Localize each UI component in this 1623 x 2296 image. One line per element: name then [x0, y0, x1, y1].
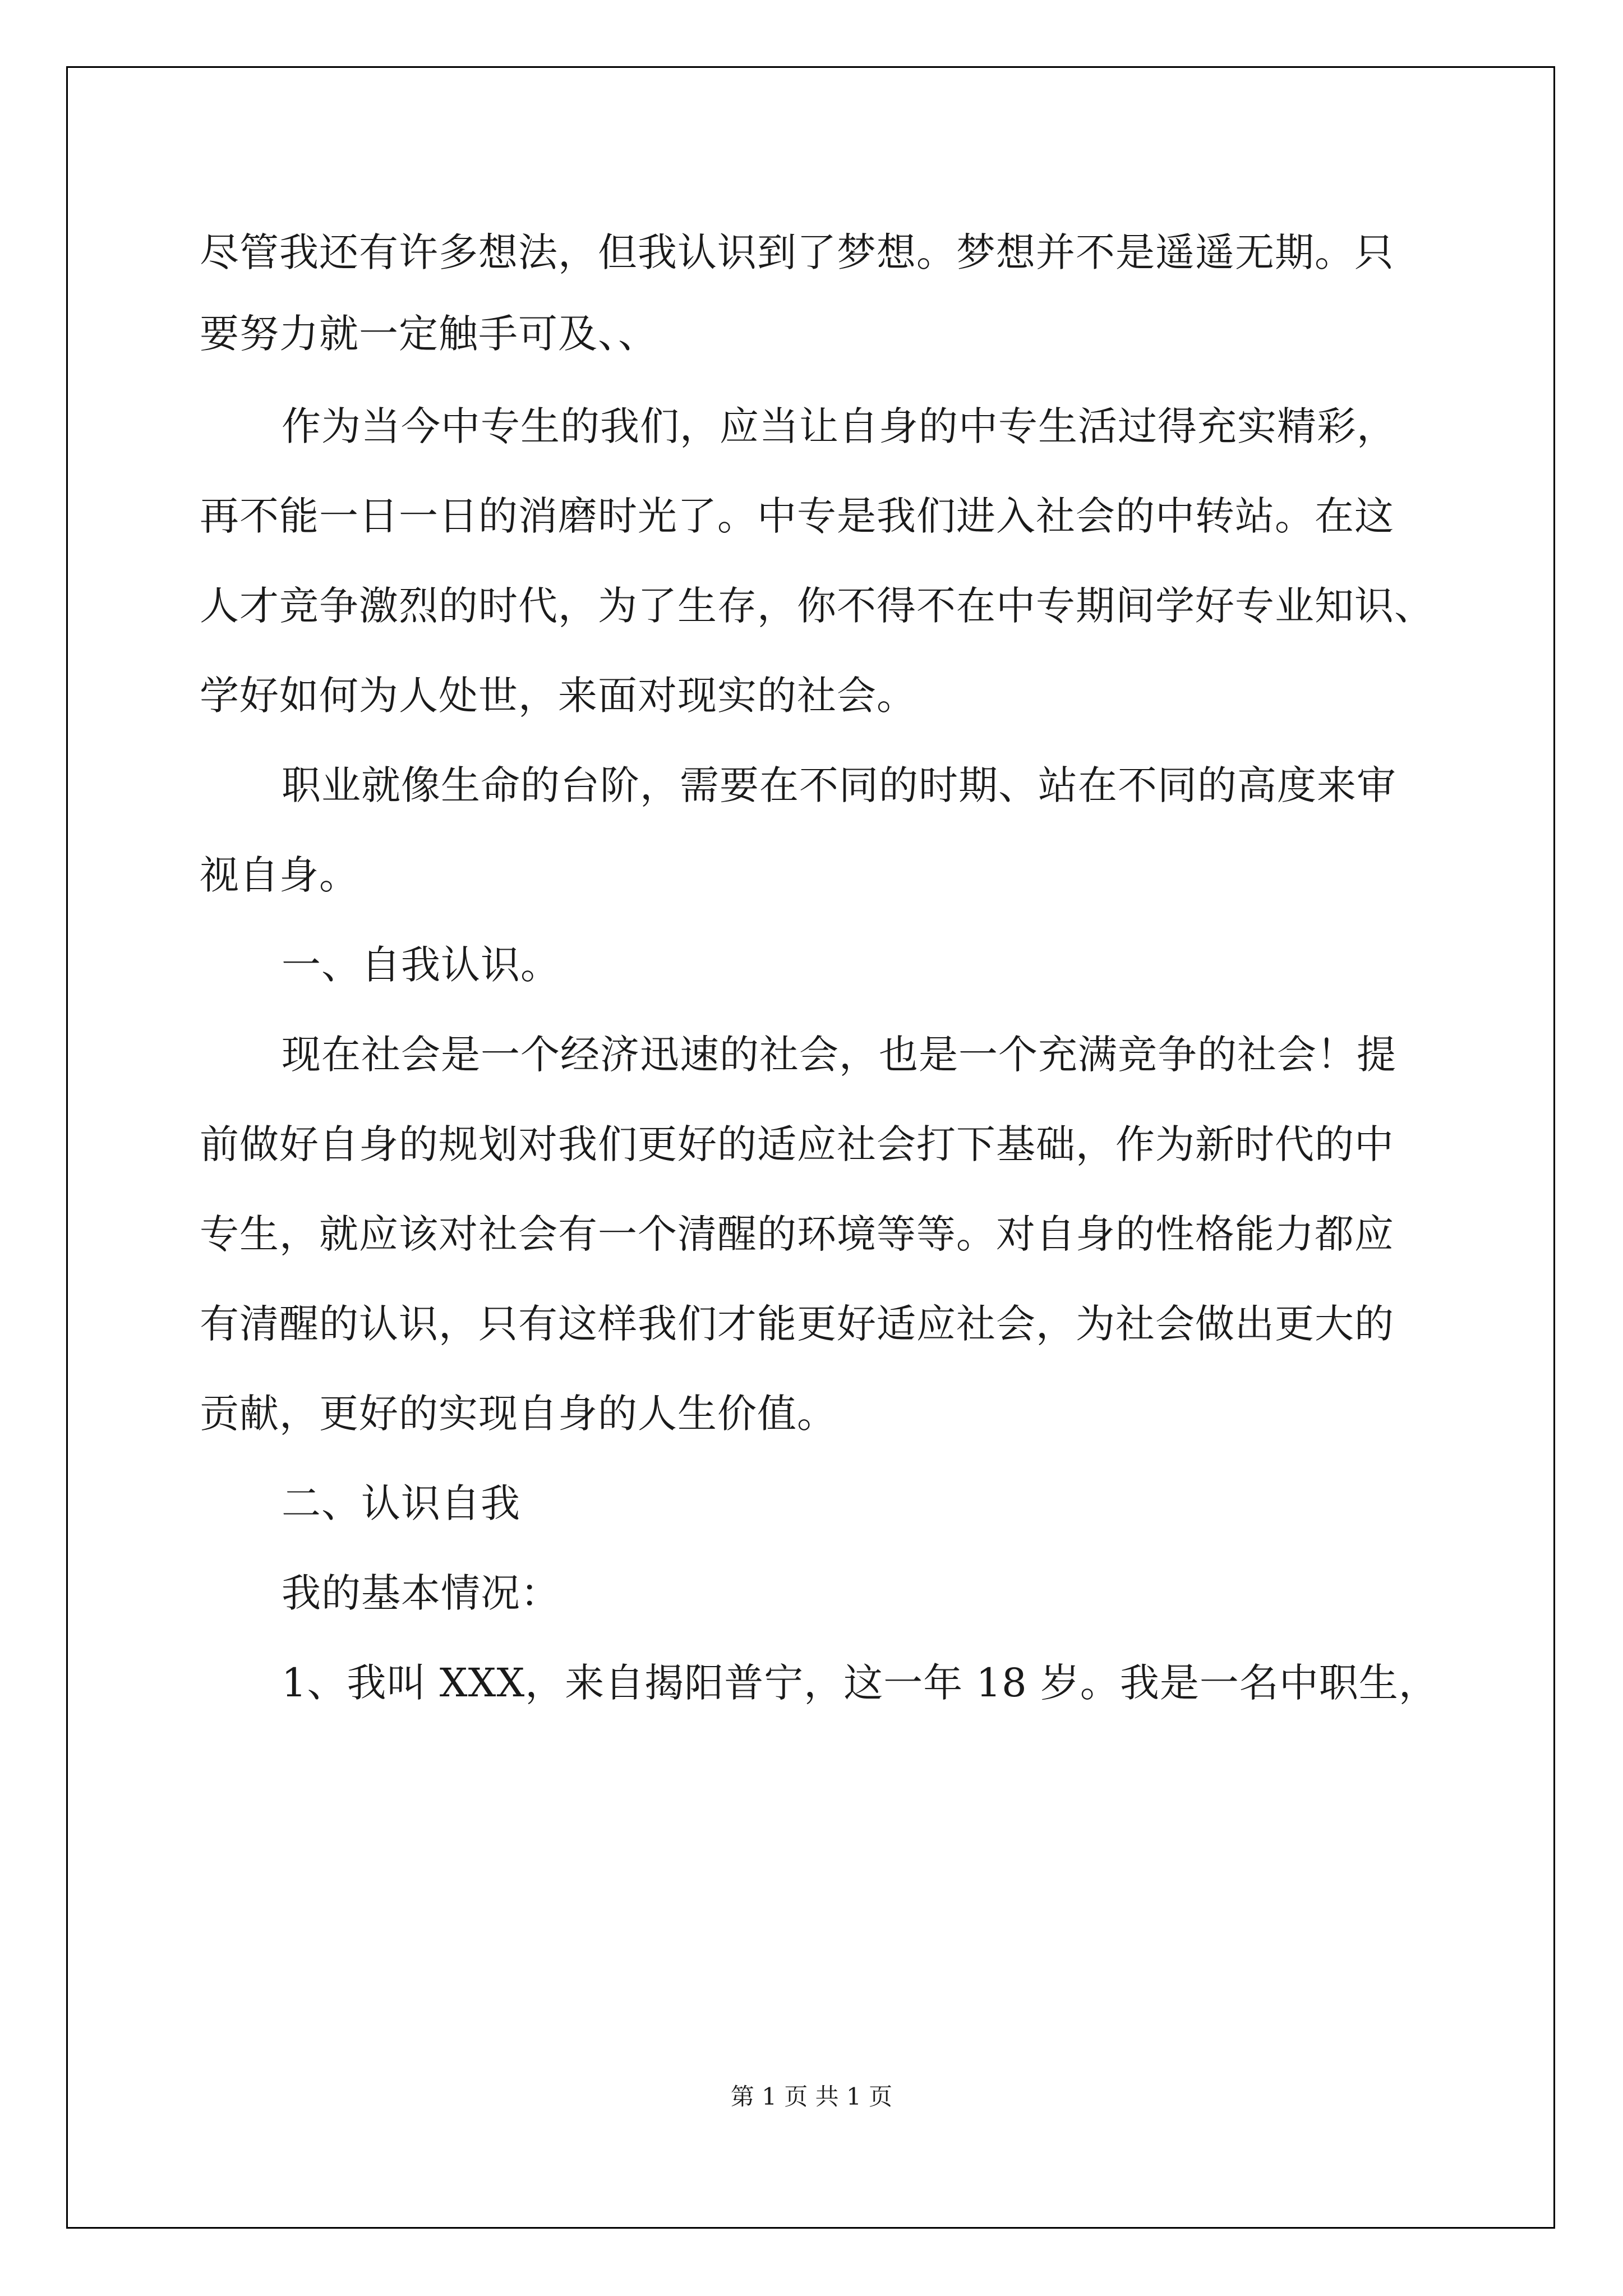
paragraph-4-line-5: 贡献，更好的实现自身的人生价值。	[200, 1391, 837, 1437]
paragraph-3-line-2: 视自身。	[200, 852, 359, 898]
paragraph-4-line-2: 前做好自身的规划对我们更好的适应社会打下基础，作为新时代的中	[200, 1121, 1394, 1167]
paragraph-2-line-1: 作为当今中专生的我们，应当让自身的中专生活过得充实精彩，	[282, 403, 1396, 449]
paragraph-1-line-2: 要努力就一定触手可及、、	[200, 311, 658, 357]
paragraph-2-line-4: 学好如何为人处世，来面对现实的社会。	[200, 673, 916, 719]
paragraph-4-line-4: 有清醒的认识，只有这样我们才能更好适应社会，为社会做出更大的	[200, 1301, 1394, 1347]
section-heading-self-awareness: 一、自我认识。	[282, 942, 560, 988]
page-indicator: 第 1 页 共 1 页	[730, 2083, 893, 2110]
paragraph-3-line-1: 职业就像生命的台阶，需要在不同的时期、站在不同的高度来审	[282, 762, 1396, 808]
basic-info-label: 我的基本情况：	[282, 1570, 560, 1616]
section-heading-know-self: 二、认识自我	[282, 1480, 520, 1526]
list-item-1: 1、我叫 XXX，来自揭阳普宁，这一年 18 岁。我是一名中职生，	[282, 1660, 1438, 1706]
paragraph-4-line-1: 现在社会是一个经济迅速的社会，也是一个充满竞争的社会！提	[282, 1032, 1396, 1078]
paragraph-1-line-1: 尽管我还有许多想法，但我认识到了梦想。梦想并不是遥遥无期。只	[200, 229, 1394, 275]
paragraph-4-line-3: 专生，就应该对社会有一个清醒的环境等等。对自身的性格能力都应	[200, 1211, 1394, 1257]
paragraph-2-line-2: 再不能一日一日的消磨时光了。中专是我们进入社会的中转站。在这	[200, 493, 1394, 539]
paragraph-2-line-3: 人才竞争激烈的时代，为了生存，你不得不在中专期间学好专业知识、	[200, 583, 1434, 629]
